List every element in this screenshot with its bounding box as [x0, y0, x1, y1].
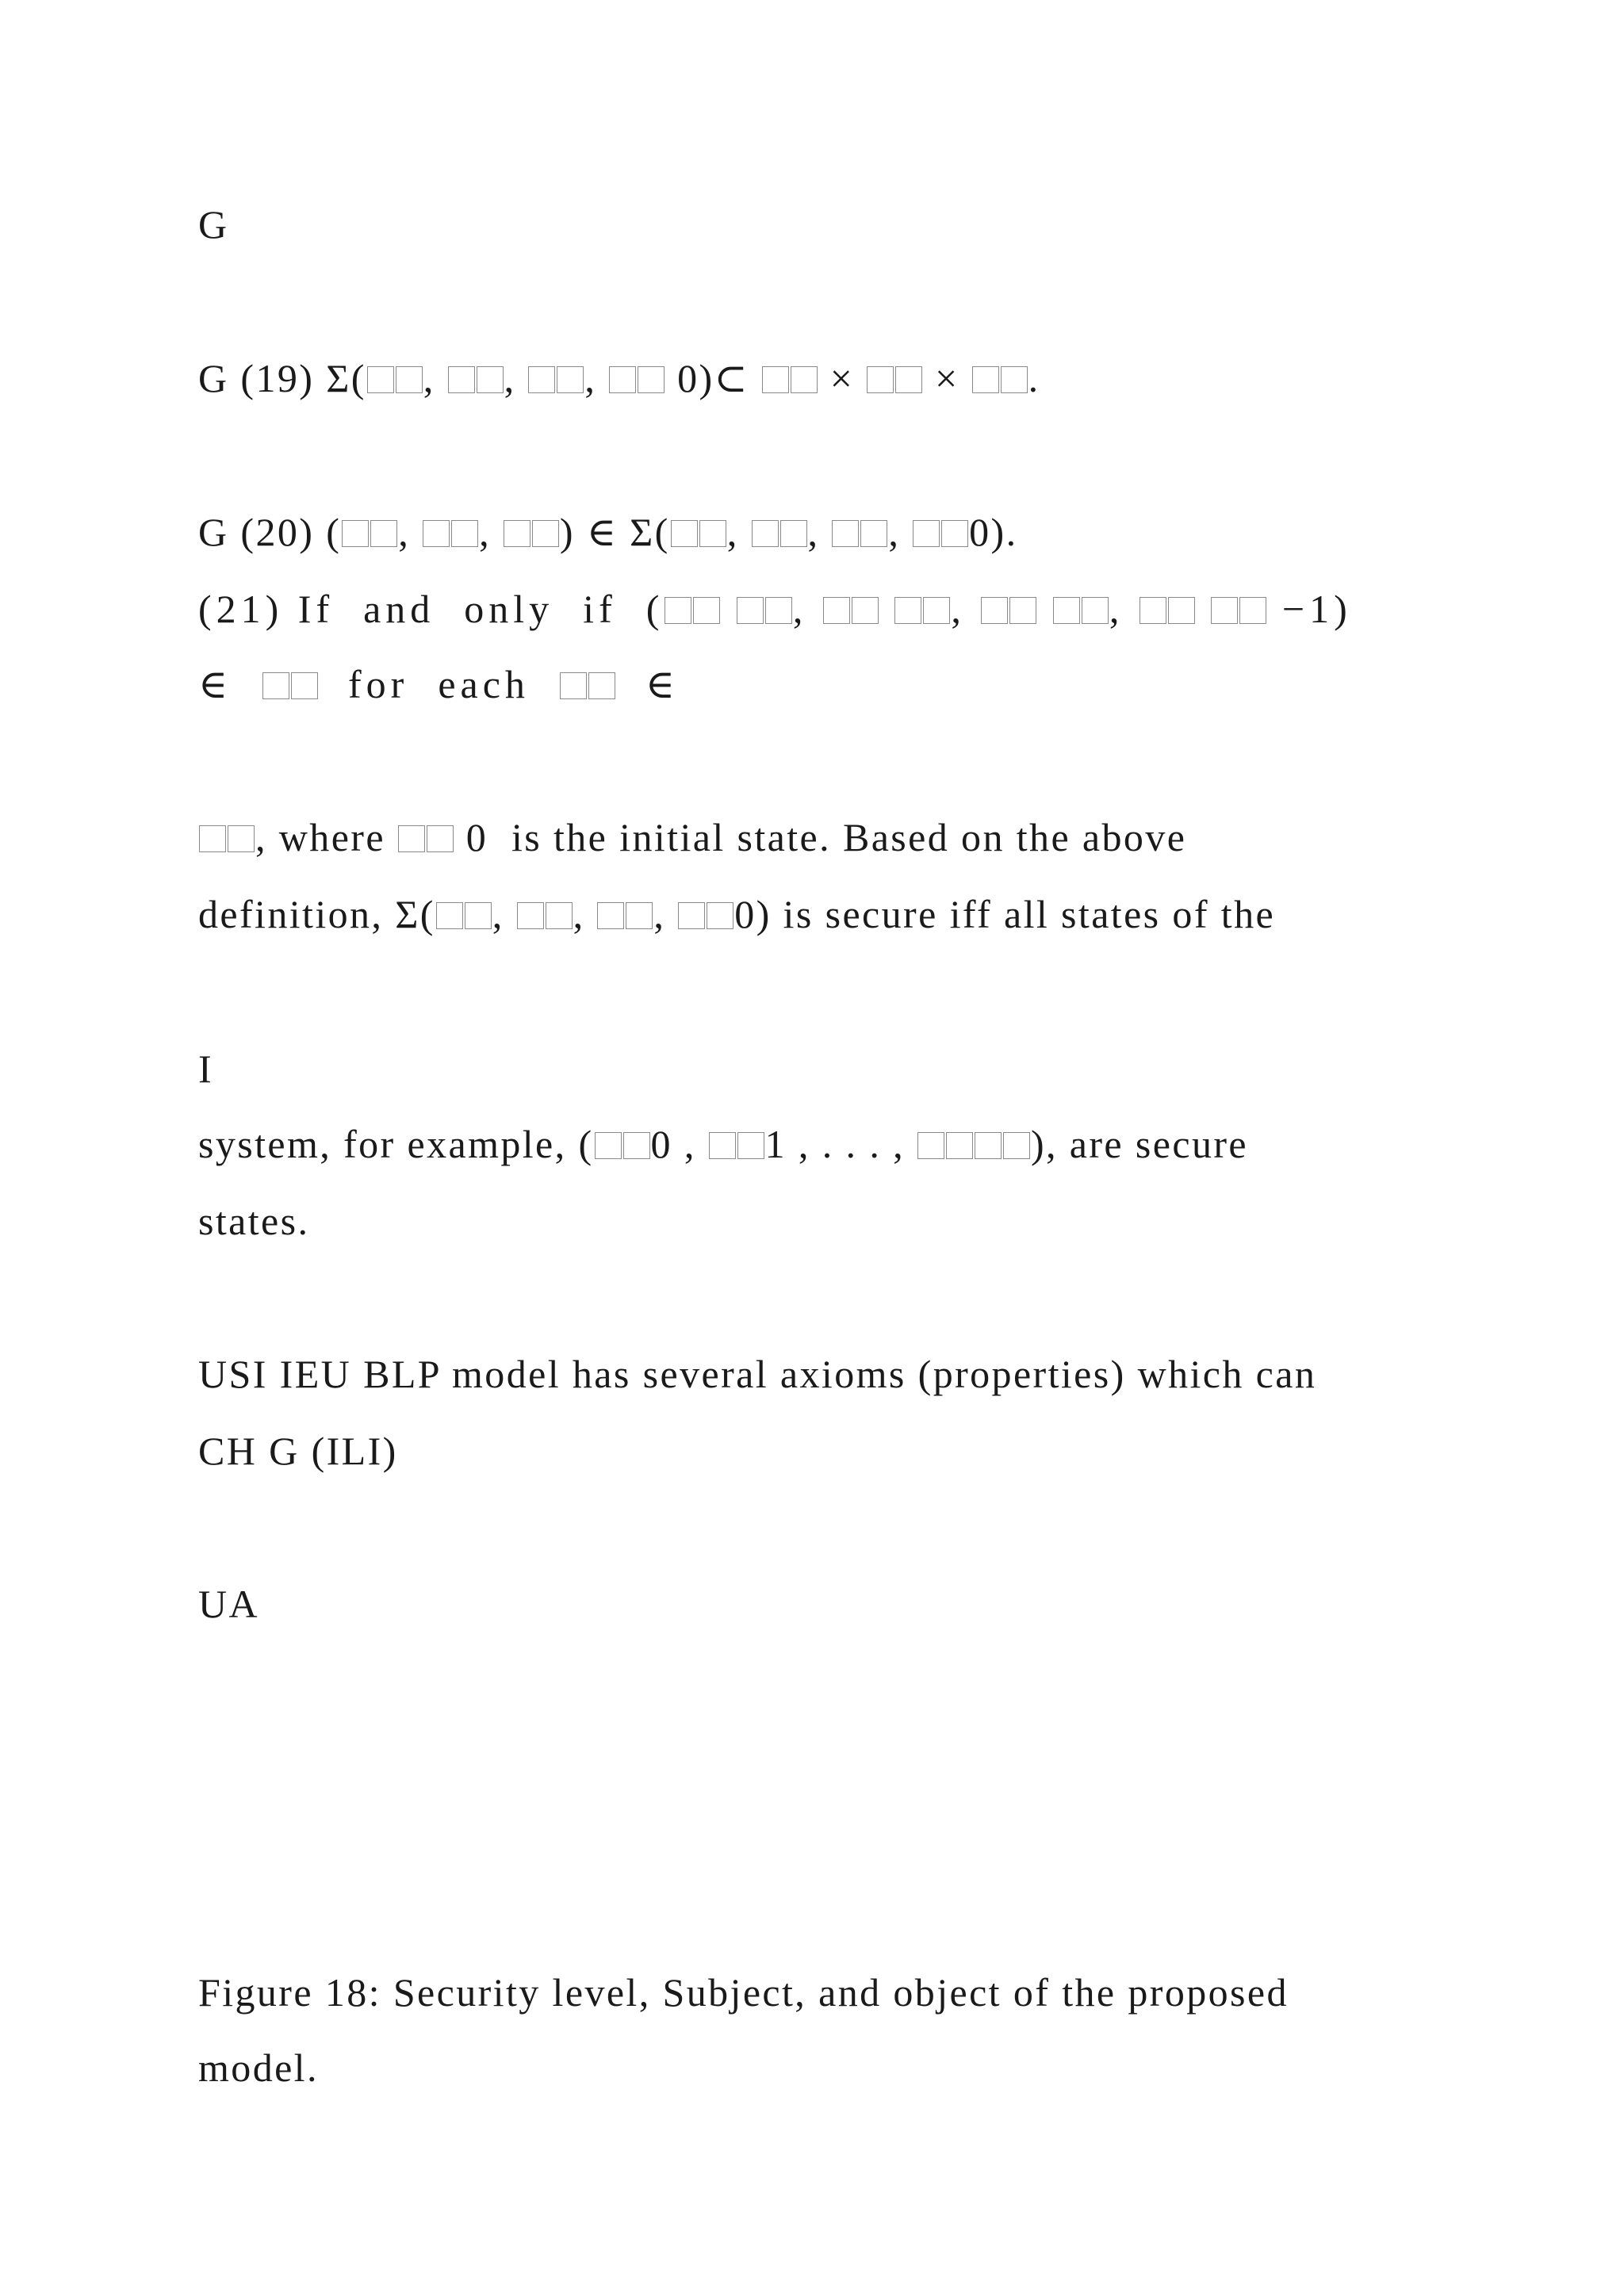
missing-glyph-box — [762, 366, 789, 393]
missing-glyph-box — [946, 1132, 973, 1159]
missing-glyph-box — [546, 902, 573, 929]
missing-glyph-box — [1001, 366, 1028, 393]
missing-glyph-box — [451, 520, 478, 547]
missing-glyph-box — [972, 366, 999, 393]
equation-20: G (20) ( , , ) ∈ Σ( , , , 0). — [198, 510, 1018, 554]
missing-glyph-box — [665, 597, 691, 624]
missing-glyph-box — [765, 597, 792, 624]
missing-glyph-box — [595, 1132, 622, 1159]
missing-glyph-box — [1082, 597, 1109, 624]
missing-glyph-box — [199, 825, 226, 852]
missing-glyph-box — [699, 520, 726, 547]
missing-glyph-box — [975, 1132, 1002, 1159]
text-line-1: G — [198, 202, 229, 247]
missing-glyph-box — [1168, 597, 1195, 624]
missing-glyph-box — [867, 366, 894, 393]
missing-glyph-box — [626, 902, 653, 929]
missing-glyph-box — [1003, 1132, 1030, 1159]
missing-glyph-box — [1053, 597, 1080, 624]
missing-glyph-box — [737, 597, 764, 624]
missing-glyph-box — [1009, 597, 1036, 624]
missing-glyph-box — [342, 520, 369, 547]
missing-glyph-box — [396, 366, 423, 393]
text-line-7: definition, Σ( , , , 0) is secure iff all states of the — [198, 892, 1276, 936]
text-line-13: UA — [198, 1582, 260, 1626]
missing-glyph-box — [370, 520, 397, 547]
missing-glyph-box — [609, 366, 636, 393]
missing-glyph-box — [1211, 597, 1238, 624]
missing-glyph-box — [923, 597, 950, 624]
equation-21: (21) If and only if ( , , , −1) — [198, 587, 1352, 631]
missing-glyph-box — [1139, 597, 1166, 624]
missing-glyph-box — [860, 520, 887, 547]
missing-glyph-box — [895, 366, 922, 393]
equation-19: G (19) Σ( , , , 0)⊂ × × . — [198, 356, 1040, 400]
missing-glyph-box — [436, 902, 463, 929]
text-line-5: ∈ for each ∈ — [198, 662, 680, 706]
missing-glyph-box — [693, 597, 720, 624]
missing-glyph-box — [465, 902, 492, 929]
text-line-10: states. — [198, 1199, 310, 1243]
missing-glyph-box — [752, 520, 779, 547]
missing-glyph-box — [981, 597, 1008, 624]
missing-glyph-box — [737, 1132, 764, 1159]
missing-glyph-box — [780, 520, 807, 547]
missing-glyph-box — [291, 672, 318, 699]
missing-glyph-box — [560, 672, 587, 699]
missing-glyph-box — [707, 902, 733, 929]
missing-glyph-box — [588, 672, 615, 699]
missing-glyph-box — [791, 366, 818, 393]
text-line-12: CH G (ILI) — [198, 1429, 398, 1473]
figure-caption-continued: model. — [198, 2045, 319, 2090]
missing-glyph-box — [398, 825, 425, 852]
missing-glyph-box — [823, 597, 850, 624]
missing-glyph-box — [638, 366, 665, 393]
missing-glyph-box — [852, 597, 879, 624]
missing-glyph-box — [262, 672, 289, 699]
text-line-6: , where 0 is the initial state. Based on the above — [198, 817, 1186, 857]
missing-glyph-box — [228, 825, 255, 852]
missing-glyph-box — [894, 597, 921, 624]
missing-glyph-box — [427, 825, 454, 852]
missing-glyph-box — [1239, 597, 1266, 624]
text-line-11: USI IEU BLP model has several axioms (properties) which can — [198, 1352, 1317, 1396]
missing-glyph-box — [597, 902, 624, 929]
missing-glyph-box — [532, 520, 559, 547]
missing-glyph-box — [709, 1132, 736, 1159]
missing-glyph-box — [557, 366, 584, 393]
missing-glyph-box — [623, 1132, 650, 1159]
missing-glyph-box — [913, 520, 940, 547]
missing-glyph-box — [367, 366, 394, 393]
missing-glyph-box — [678, 902, 705, 929]
missing-glyph-box — [504, 520, 530, 547]
missing-glyph-box — [528, 366, 555, 393]
missing-glyph-box — [832, 520, 859, 547]
missing-glyph-box — [517, 902, 544, 929]
missing-glyph-box — [448, 366, 475, 393]
missing-glyph-box — [423, 520, 450, 547]
missing-glyph-box — [941, 520, 968, 547]
missing-glyph-box — [477, 366, 504, 393]
missing-glyph-box — [671, 520, 698, 547]
missing-glyph-box — [917, 1132, 944, 1159]
text-line-8: I — [198, 1047, 214, 1091]
figure-caption: Figure 18: Security level, Subject, and object of the proposed — [198, 1970, 1289, 2015]
text-line-9: system, for example, ( 0 , 1 , . . . , ), are secure — [198, 1122, 1249, 1166]
